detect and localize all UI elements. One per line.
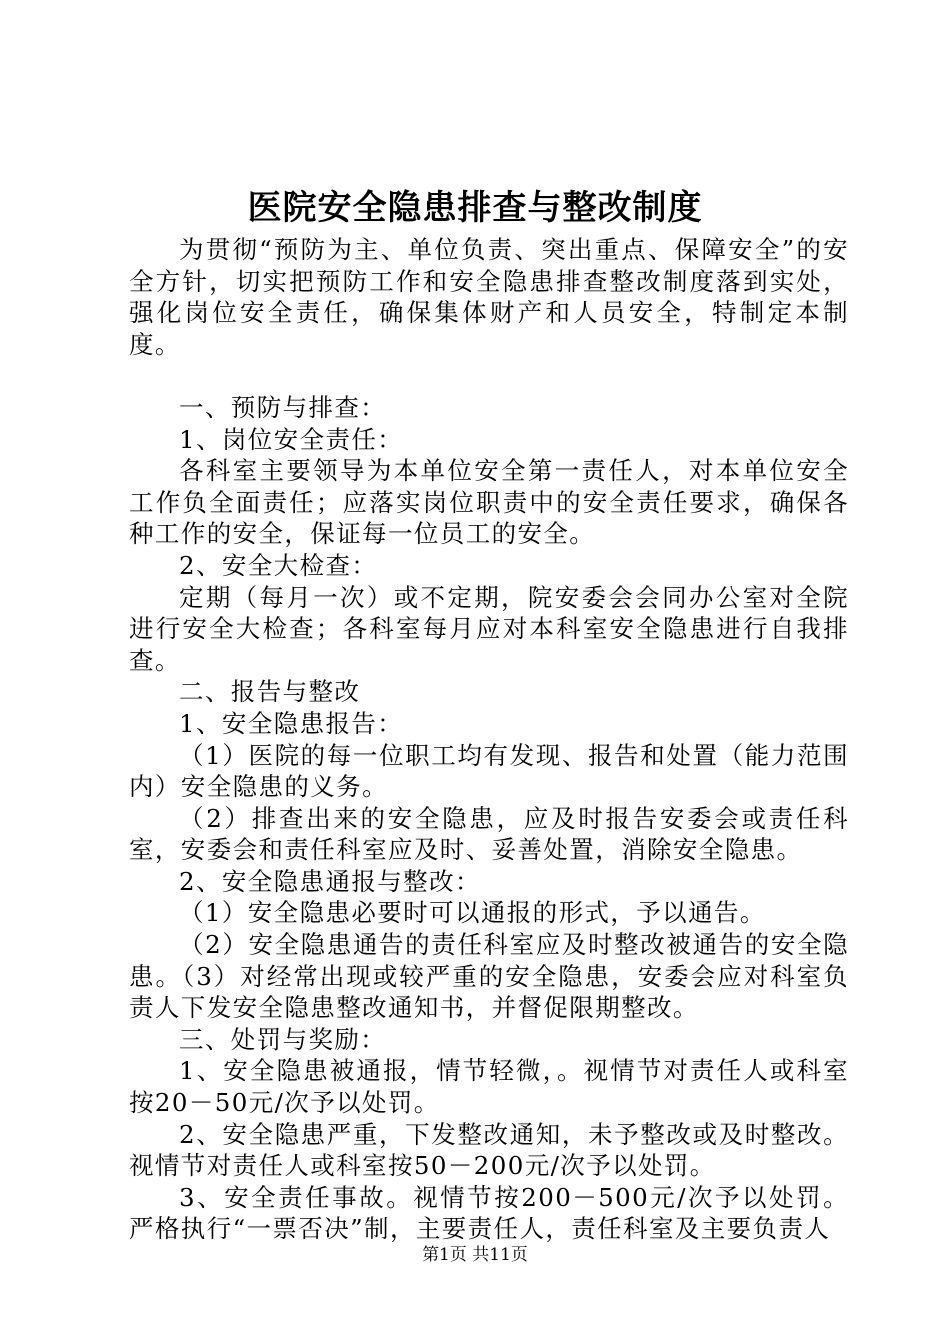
paragraph-penalty-2: 2、安全隐患严重，下发整改通知，未予整改或及时整改。视情节对责任人或科室按50－200元/次予以处罚。 bbox=[129, 1119, 849, 1181]
paragraph-penalty-3: 3、安全责任事故。视情节按200－500元/次予以处罚。严格执行“一票否决”制，主要责任人，责任科室及主要负责人 bbox=[129, 1182, 849, 1244]
page-footer: 第1页 共11页 bbox=[422, 1245, 528, 1265]
subheading-post-responsibility: 1、岗位安全责任： bbox=[179, 424, 404, 454]
section-heading-prevention: 一、预防与排查： bbox=[179, 392, 387, 422]
paragraph-penalty-1: 1、安全隐患被通报，情节轻微，。视情节对责任人或科室按20－50元/次予以处罚。 bbox=[129, 1056, 849, 1118]
document-body bbox=[129, 234, 849, 1245]
document-title: 医院安全隐患排查与整改制度 bbox=[247, 188, 703, 228]
paragraph-spacer bbox=[129, 360, 849, 392]
section-heading-report: 二、报告与整改 bbox=[179, 677, 361, 707]
subheading-safety-inspection: 2、安全大检查： bbox=[179, 550, 378, 580]
paragraph-report-item-2: （2）排查出来的安全隐患，应及时报告安委会或责任科室，安委会和责任科室应及时、妥善处置，消除安全隐患。 bbox=[129, 803, 849, 865]
intro-paragraph: 为贯彻“预防为主、单位负责、突出重点、保障安全”的安全方针，切实把预防工作和安全隐患排查整改制度落到实处，强化岗位安全责任，确保集体财产和人员安全，特制定本制度。 bbox=[129, 235, 849, 359]
subheading-hazard-report: 1、安全隐患报告： bbox=[179, 708, 404, 738]
paragraph-report-item-1: （1）医院的每一位职工均有发现、报告和处置（能力范围内）安全隐患的义务。 bbox=[129, 740, 849, 802]
paragraph-notice-item-2: （2）安全隐患通告的责任科室应及时整改被通告的安全隐患。（3）对经常出现或较严重的安全隐患，安委会应对科室负责人下发安全隐患整改通知书，并督促限期整改。 bbox=[129, 930, 849, 1023]
paragraph-safety-inspection: 定期（每月一次）或不定期，院安委会会同办公室对全院进行安全大检查；各科室每月应对本科室安全隐患进行自我排查。 bbox=[129, 582, 849, 675]
paragraph-post-responsibility: 各科室主要领导为本单位安全第一责任人，对本单位安全工作负全面责任；应落实岗位职责中的安全责任要求，确保各种工作的安全，保证每一位员工的安全。 bbox=[129, 456, 849, 549]
subheading-notice-rectify: 2、安全隐患通报与整改： bbox=[179, 866, 481, 896]
paragraph-notice-item-1: （1）安全隐患必要时可以通报的形式，予以通告。 bbox=[179, 898, 766, 928]
section-heading-penalty: 三、处罚与奖励： bbox=[179, 1024, 387, 1054]
